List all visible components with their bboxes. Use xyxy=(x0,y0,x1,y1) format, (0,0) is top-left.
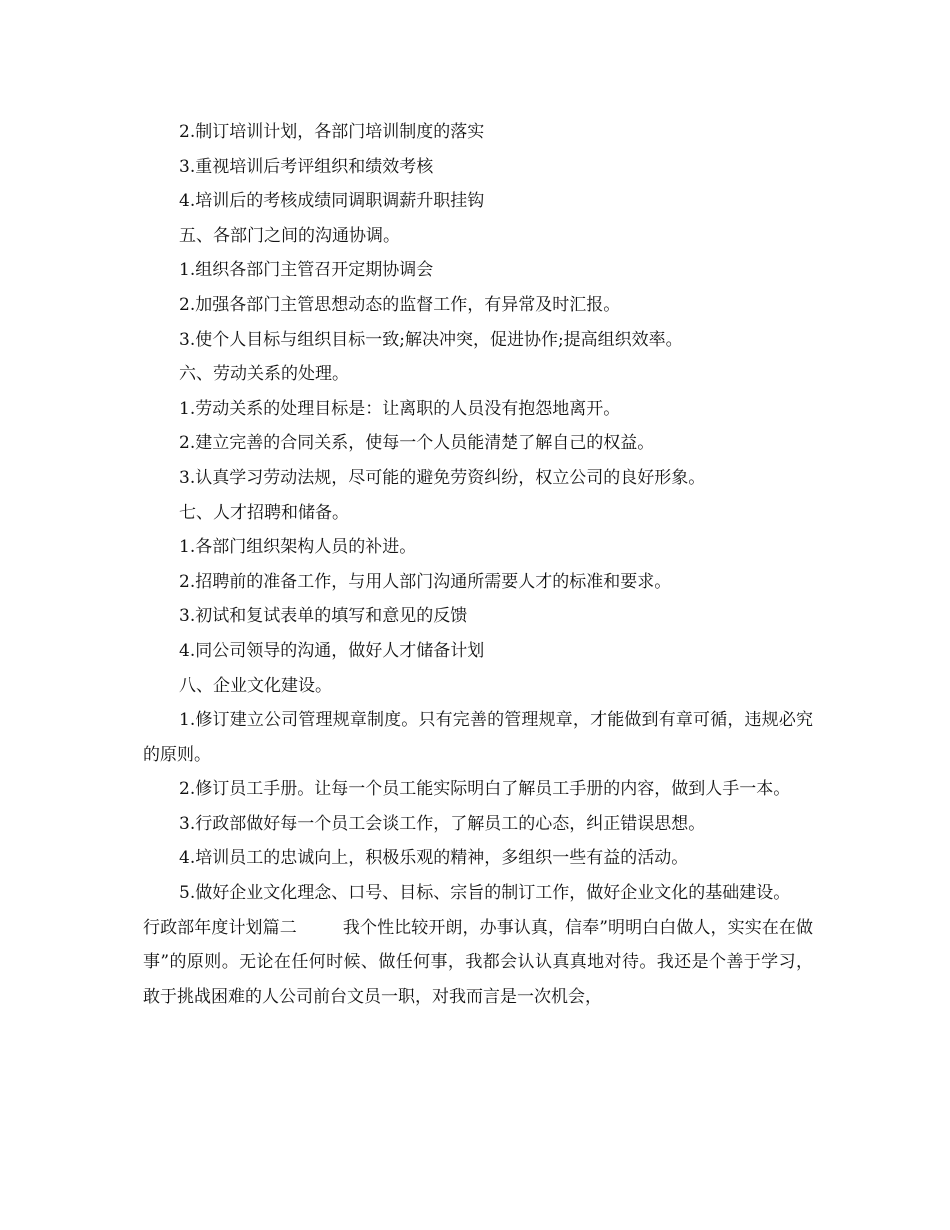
list-item: 4.同公司领导的沟通，做好人才储备计划 xyxy=(179,640,485,661)
list-item: 1.劳动关系的处理目标是：让离职的人员没有抱怨地离开。 xyxy=(179,398,621,419)
list-item: 4.培训后的考核成绩同调职调薪升职挂钩 xyxy=(179,191,485,212)
list-item: 3.使个人目标与组织目标一致;解决冲突，促进协作;提高组织效率。 xyxy=(179,329,683,350)
paragraph: 1.修订建立公司管理规章制度。只有完善的管理规章，才能做到有章可循，违规必究的原则。 xyxy=(143,710,813,765)
list-item: 3.初试和复试表单的填写和意见的反馈 xyxy=(179,606,468,627)
section-two-title: 行政部年度计划篇二 xyxy=(143,917,297,938)
section-two-body: 我个性比较开朗，办事认真，信奉”明明白白做人，实实在在做事”的原则。无论在任何时候、做任何事，我都会认认真真地对待。我还是个善于学习，敢于挑战困难的人公司前台文员一职，对我而言是一次机会， xyxy=(143,917,813,1007)
list-item: 2.建立完善的合同关系，使每一个人员能清楚了解自己的权益。 xyxy=(179,433,655,454)
section-heading: 五、各部门之间的沟通协调。 xyxy=(179,225,400,246)
section-two-paragraph xyxy=(143,911,813,1015)
paragraph: 4.培训员工的忠诚向上，积极乐观的精神，多组织一些有益的活动。 xyxy=(179,848,689,869)
list-item: 1.各部门组织架构人员的补进。 xyxy=(179,537,417,558)
section-heading: 六、劳动关系的处理。 xyxy=(179,364,349,385)
list-item: 2.加强各部门主管思想动态的监督工作，有异常及时汇报。 xyxy=(179,294,621,315)
section-heading: 七、人才招聘和储备。 xyxy=(179,502,349,523)
paragraph: 5.做好企业文化理念、口号、目标、宗旨的制订工作，做好企业文化的基础建设。 xyxy=(179,883,791,904)
paragraph: 3.行政部做好每一个员工会谈工作，了解员工的心态，纠正错误思想。 xyxy=(179,813,706,834)
list-item: 3.认真学习劳动法规，尽可能的避免劳资纠纷，权立公司的良好形象。 xyxy=(179,467,706,488)
list-item: 2.招聘前的准备工作，与用人部门沟通所需要人才的标准和要求。 xyxy=(179,571,672,592)
list-item: 1.组织各部门主管召开定期协调会 xyxy=(179,260,434,281)
list-item: 3.重视培训后考评组织和绩效考核 xyxy=(179,156,434,177)
paragraph: 2.修订员工手册。让每一个员工能实际明白了解员工手册的内容，做到人手一本。 xyxy=(179,779,791,800)
document-body xyxy=(143,115,813,1014)
list-item: 2.制订培训计划，各部门培训制度的落实 xyxy=(179,122,485,142)
section-heading: 八、企业文化建设。 xyxy=(179,675,332,696)
